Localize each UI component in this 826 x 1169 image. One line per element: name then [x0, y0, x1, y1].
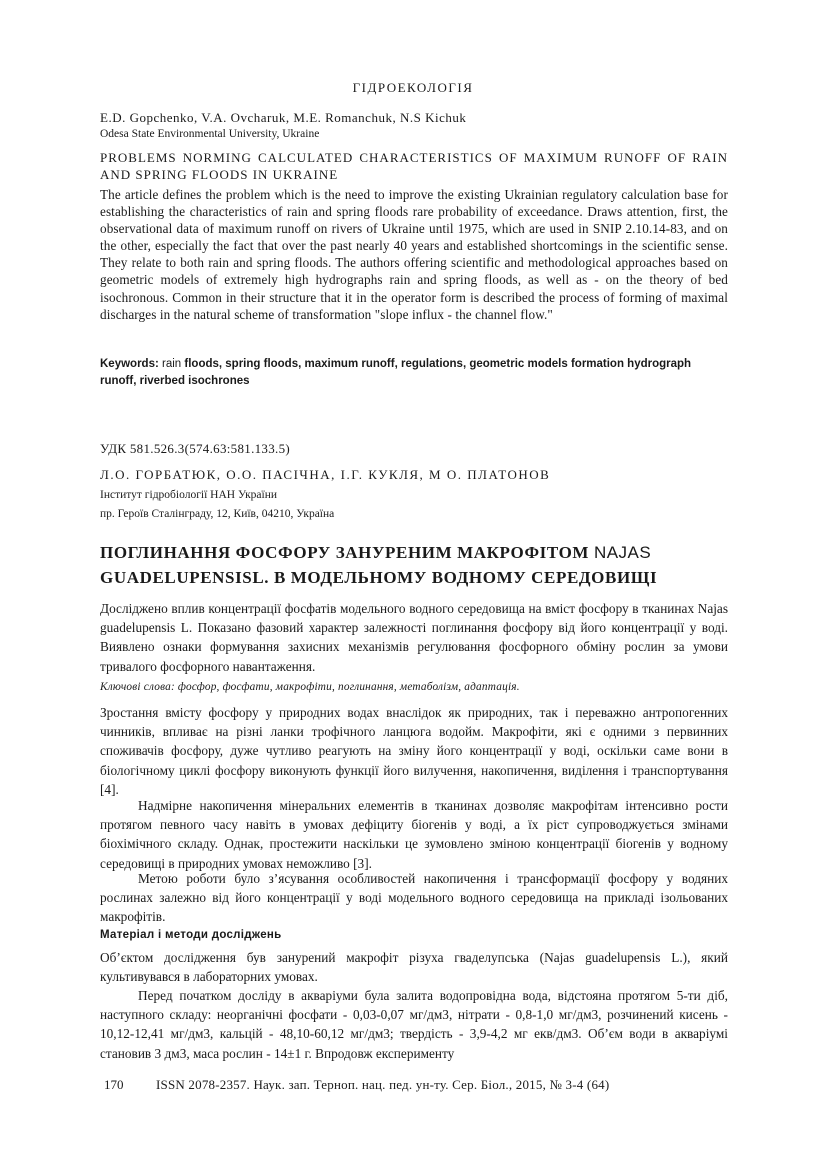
keywords-first: rain [162, 358, 182, 370]
keywords-label: Keywords: [100, 358, 159, 370]
methods-heading: Матеріал і методи досліджень [100, 929, 282, 941]
udc-code: УДК 581.526.3(574.63:581.133.5) [100, 441, 290, 456]
intro-paragraph-3: Метою роботи було з’ясування особливостей накопичення і трансформації фосфору у водяних рослинах залежно від його концентрації у воді модельного водного середовища на прикладі ізольованих макрофітів. [100, 871, 728, 925]
english-authors: E.D. Gopchenko, V.A. Ovcharuk, M.E. Romanchuk, N.S Kichuk [100, 110, 467, 125]
ukrainian-abstract: Досліджено вплив концентрації фосфатів модельного водного середовища на вміст фосфору в тканинах Najas guadelupensis L. Показано фазовий характер залежності поглинання фосфору від його концентрації у воді. Виявлено ознаки формування захисних механізмів регулювання фосфорного обміну рослин за умови тривалого фосфорного навантаження. [100, 601, 728, 674]
page-number: 170 [104, 1077, 124, 1092]
methods-paragraph-1: Об’єктом дослідження був занурений макрофіт різуха гваделупська (Najas guadelupensis L.), який культивувався в лабораторних умовах. [100, 950, 728, 985]
ukrainian-authors: Л.О. ГОРБАТЮК, О.О. ПАСІЧНА, І.Г. КУКЛЯ, М О. ПЛАТОНОВ [100, 467, 551, 482]
methods-paragraph-2: Перед початком досліду в акваріуми була залита водопровідна вода, відстояна протягом 5-ти діб, наступного складу: неорганічні фосфати - 0,03-0,07 мг/дм3, нітрати - 0,8-1,0 мг/дм3, розчинений кисень - 10,12-12,41 мг/дм3, кальцій - 48,10-60,12 мг/дм3; твердість - 3,9-4,2 мг екв/дм3. Об’єм води в акваріумі становив 3 дм3, маса рослин - 14±1 г. Впродовж експерименту [100, 988, 728, 1061]
article-title-species: NAJAS [593, 543, 652, 562]
intro-paragraph-2: Надмірне накопичення мінеральних елементів в тканинах дозволяє макрофітам інтенсивно рости протягом певного часу навіть в умовах дефіциту біогенів у воді, а їх ріст супроводжується змінами біохімічного складу. Однак, простежити наскільки це зумовлено зміною концентрації біогенів у водному середовищі в природних умовах неможливо [3]. [100, 798, 728, 871]
intro-paragraph-1: Зростання вмісту фосфору у природних водах внаслідок як природних, так і переважно антропогенних чинників, впливає на різні ланки трофічного ланцюга водойм. Макрофіти, які є одними з первинних споживачів фосфору, дуже чутливо реагують на зміну його концентрації у воді, оскільки саме вони в біологічному циклі фосфору виконують функції його вилучення, накопичення, виділення і транспортування [4]. [100, 705, 728, 797]
english-keywords [100, 356, 728, 390]
section-heading: ГІДРОЕКОЛОГІЯ [352, 80, 474, 95]
article-title-rest: GUADELUPENSISL. В МОДЕЛЬНОМУ ВОДНОМУ СЕРЕДОВИЩІ [100, 568, 658, 587]
english-title: PROBLEMS NORMING CALCULATED CHARACTERISTICS OF MAXIMUM RUNOFF OF RAIN AND SPRING FLOODS IN UKRAINE [100, 150, 728, 182]
english-affiliation: Odesa State Environmental University, Ukraine [100, 128, 320, 140]
article-title-main: ПОГЛИНАННЯ ФОСФОРУ ЗАНУРЕНИМ МАКРОФІТОМ [100, 543, 590, 562]
journal-citation: ISSN 2078-2357. Наук. зап. Терноп. нац. пед. ун-ту. Сер. Біол., 2015, № 3-4 (64) [156, 1077, 610, 1092]
article-title [100, 540, 740, 590]
ukrainian-keywords: Ключові слова: фосфор, фосфати, макрофіти, поглинання, метаболізм, адаптація. [100, 681, 520, 693]
english-abstract: The article defines the problem which is the need to improve the existing Ukrainian regulatory calculation base for establishing the characteristics of rain and spring floods rare probability of exceedance. Draws attention, first, the observational data of maximum runoff on rivers of Ukraine until 1975, which are used in SNIP 2.10.14-83, and on the other, especially the fact that over the past nearly 40 years and established shortcomings in the scientific sense. They relate to both rain and spring floods. The authors offering scientific and methodological approaches based on geometric models of extremely high hydrographs rain and spring floods, as well as - on the theory of bed isochronous. Common in their structure that it in the operator form is described the process of forming of maximal discharges in the natural scheme of transformation "slope influx - the channel flow." [100, 187, 728, 322]
keywords-list: floods, spring floods, maximum runoff, regulations, geometric models formation hydrograph runoff, riverbed isochrones [100, 358, 692, 387]
institute-name: Інститут гідробіології НАН України [100, 489, 278, 501]
institute-address: пр. Героїв Сталінграду, 12, Київ, 04210, Україна [100, 508, 335, 520]
